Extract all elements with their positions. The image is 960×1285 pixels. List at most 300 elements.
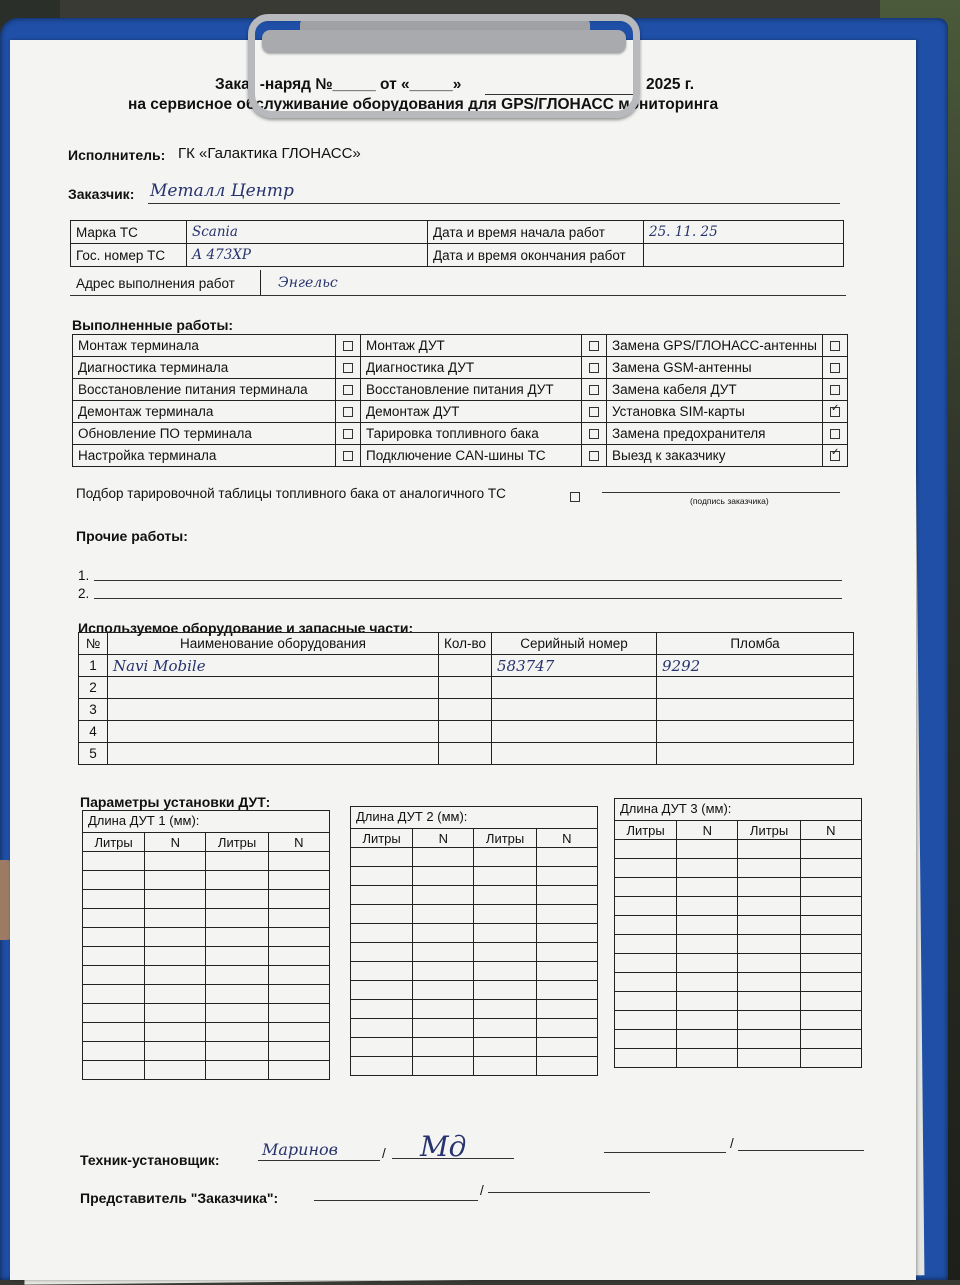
end-label: Дата и время окончания работ (428, 244, 644, 267)
works-title: Выполненные работы: (72, 317, 234, 333)
dut-row (83, 966, 330, 985)
dut-row (615, 973, 862, 992)
dut-cell (206, 985, 268, 1004)
dut-cell (738, 897, 800, 916)
dut-row (615, 897, 862, 916)
dut-cell (677, 973, 738, 992)
dut-header-cell: Литры (206, 833, 268, 852)
equipment-cell-qty (439, 699, 492, 721)
dut-row (351, 1019, 598, 1038)
work-item-checkbox-cell (582, 357, 607, 379)
address-line (70, 295, 846, 296)
dut-cell (800, 840, 861, 859)
dut-cell (206, 947, 268, 966)
dut-cell (615, 1049, 677, 1068)
dut-cell (800, 935, 861, 954)
work-item-checkbox-cell (823, 357, 848, 379)
representative-line-2 (488, 1192, 650, 1193)
dut-row (351, 962, 598, 981)
dut-table-2 (350, 806, 598, 1076)
equipment-cell-serial: 583747 (492, 655, 657, 677)
dut-cell (615, 992, 677, 1011)
dut-cell (268, 1061, 329, 1080)
address-divider (260, 270, 261, 296)
other-work-line-1 (94, 580, 842, 581)
work-item-label: Подключение CAN-шины ТС (361, 445, 582, 467)
dut-header-cell: Литры (474, 829, 536, 848)
end-value (644, 244, 844, 267)
dut-cell (800, 1049, 861, 1068)
extra-line-1 (604, 1152, 726, 1153)
work-item-label: Замена GPS/ГЛОНАСС-антенны (607, 335, 823, 357)
representative-line-1 (314, 1200, 478, 1201)
dut-cell (268, 852, 329, 871)
dut-row (83, 985, 330, 1004)
dut-cell (83, 928, 145, 947)
executor-label: Исполнитель: (68, 147, 166, 163)
other-work-item-2: 2. (78, 586, 90, 601)
dut-cell (206, 871, 268, 890)
dut-cell (738, 878, 800, 897)
customer-label: Заказчик: (68, 186, 135, 202)
work-item-label: Восстановление питания терминала (73, 379, 336, 401)
dut-cell (83, 871, 145, 890)
dut-cell (800, 954, 861, 973)
work-item-checkbox-cell (582, 379, 607, 401)
dut-row (351, 867, 598, 886)
technician-label: Техник-установщик: (80, 1152, 220, 1168)
dut-cell (83, 947, 145, 966)
equipment-cell-serial (492, 743, 657, 765)
dut-row (83, 890, 330, 909)
dut-header-cell: N (536, 829, 597, 848)
equipment-row (79, 699, 854, 721)
dut-cell (738, 935, 800, 954)
dut-row (83, 928, 330, 947)
dut-cell (615, 954, 677, 973)
work-item-label: Замена GSM-антенны (607, 357, 823, 379)
dut-cell (206, 928, 268, 947)
dut-cell (145, 985, 206, 1004)
works-row (73, 445, 848, 467)
dut-cell (474, 981, 536, 1000)
dut-cell (474, 867, 536, 886)
dut-row (615, 878, 862, 897)
dut-cell (800, 878, 861, 897)
dut-row (83, 1042, 330, 1061)
equipment-cell-name: Navi Mobile (108, 655, 439, 677)
dut-row (83, 1023, 330, 1042)
start-value: 25. 11. 25 (644, 221, 844, 244)
plate-label: Гос. номер ТС (71, 244, 187, 267)
dut-cell (738, 954, 800, 973)
dut-cell (536, 981, 597, 1000)
work-item-checkbox[interactable] (343, 341, 353, 351)
dut-cell (800, 992, 861, 1011)
dut-cell (677, 859, 738, 878)
clip-bar (262, 30, 626, 52)
equipment-cell-n: 1 (79, 655, 108, 677)
equipment-cell-seal (657, 743, 854, 765)
dut-row (615, 1011, 862, 1030)
title-line2: на сервисное обслуживание оборудования для GPS/ГЛОНАСС мониторинга (128, 96, 719, 113)
dut-cell (474, 886, 536, 905)
dut-cell (268, 890, 329, 909)
dut-cell (268, 871, 329, 890)
dut-header-cell: N (145, 833, 206, 852)
technician-name: Маринов (262, 1140, 338, 1159)
dut-cell (677, 935, 738, 954)
work-item-label: Демонтаж терминала (73, 401, 336, 423)
work-item-checkbox[interactable] (589, 407, 599, 417)
work-item-label: Обновление ПО терминала (73, 423, 336, 445)
dut-cell (83, 1042, 145, 1061)
dut-cell (351, 943, 413, 962)
work-item-label: Монтаж ДУТ (361, 335, 582, 357)
work-item-checkbox[interactable] (830, 429, 840, 439)
dut-cell (738, 973, 800, 992)
dut-cell (474, 924, 536, 943)
work-item-checkbox-cell (582, 401, 607, 423)
dut-cell (413, 1000, 474, 1019)
work-item-label: Настройка терминала (73, 445, 336, 467)
equipment-cell-qty (439, 721, 492, 743)
dut-cell (474, 1000, 536, 1019)
dut-cell (474, 1038, 536, 1057)
equipment-row (79, 721, 854, 743)
equipment-cell-qty (439, 655, 492, 677)
work-item-checkbox[interactable] (589, 363, 599, 373)
works-row (73, 423, 848, 445)
dut-cell (206, 852, 268, 871)
equipment-cell-seal (657, 699, 854, 721)
work-item-checkbox-cell (336, 357, 361, 379)
dut-cell (615, 897, 677, 916)
slash-1: / (382, 1146, 386, 1161)
dut-row (83, 909, 330, 928)
dut-cell (351, 867, 413, 886)
dut-cell (145, 928, 206, 947)
works-row (73, 335, 848, 357)
dut-cell (145, 1004, 206, 1023)
dut-cell (615, 916, 677, 935)
works-table (72, 334, 848, 467)
dut-header-cell: Литры (738, 821, 800, 840)
dut-row (615, 954, 862, 973)
dut-cell (268, 966, 329, 985)
dut-cell (413, 886, 474, 905)
equipment-cell-qty (439, 743, 492, 765)
title-part-mid: -наряд №_____ от «_____» (259, 76, 462, 93)
work-item-checkbox[interactable] (830, 363, 840, 373)
dut-header-cell: Литры (351, 829, 413, 848)
technician-signature: Мд (420, 1130, 467, 1163)
dut-cell (738, 1030, 800, 1049)
dut-row (351, 1057, 598, 1076)
works-row (73, 379, 848, 401)
dut-cell (413, 905, 474, 924)
work-item-label: Установка SIM-карты (607, 401, 823, 423)
equipment-cell-seal (657, 677, 854, 699)
dut-table-1 (82, 810, 330, 1080)
dut-row (615, 859, 862, 878)
dut-cell (677, 992, 738, 1011)
executor-value: ГК «Галактика ГЛОНАСС» (178, 145, 361, 162)
dut-row (615, 840, 862, 859)
dut-cell (677, 954, 738, 973)
address-value: Энгельс (278, 275, 338, 291)
dut-cell (536, 924, 597, 943)
work-item-checkbox[interactable] (589, 451, 599, 461)
customer-line (148, 203, 840, 204)
dut-cell (738, 916, 800, 935)
dut-cell (83, 966, 145, 985)
dut-row (83, 1004, 330, 1023)
dut-cell (677, 1011, 738, 1030)
equipment-cell-seal: 9292 (657, 655, 854, 677)
dut-row (351, 1000, 598, 1019)
dut-cell (206, 1042, 268, 1061)
dut-header-cell: N (800, 821, 861, 840)
dut-cell (83, 1004, 145, 1023)
work-item-checkbox-cell (823, 379, 848, 401)
equipment-cell-seal (657, 721, 854, 743)
dut-table-3 (614, 798, 862, 1068)
extra-line-2 (738, 1150, 864, 1151)
dut-cell (83, 909, 145, 928)
dut-cell (268, 985, 329, 1004)
work-item-checkbox[interactable] (589, 429, 599, 439)
dut-cell (615, 973, 677, 992)
dut-cell (351, 848, 413, 867)
dut-cell (615, 1030, 677, 1049)
equipment-cell-serial (492, 721, 657, 743)
dut-header-row (83, 833, 330, 852)
dut-cell (738, 840, 800, 859)
dut-cell (536, 1057, 597, 1076)
tank-selection-label: Подбор тарировочной таблицы топливного бака от аналогичного ТС (76, 486, 506, 501)
dut-row (615, 1030, 862, 1049)
dut-cell (474, 848, 536, 867)
dut-cell (536, 848, 597, 867)
dut-cell (145, 966, 206, 985)
equipment-cell-name (108, 721, 439, 743)
work-item-checkbox-cell (336, 445, 361, 467)
dut-cell (268, 909, 329, 928)
equipment-cell-name (108, 743, 439, 765)
work-item-checkbox-cell (823, 401, 848, 423)
dut-cell (800, 859, 861, 878)
work-item-checkbox-cell (336, 423, 361, 445)
dut-cell (474, 1019, 536, 1038)
other-work-line-2 (94, 598, 842, 599)
equipment-cell-serial (492, 677, 657, 699)
works-row (73, 357, 848, 379)
plate-value: А 473ХР (187, 244, 428, 267)
dut-cell (268, 928, 329, 947)
brand-label: Марка ТС (71, 221, 187, 244)
dut-cell (800, 897, 861, 916)
dut-cell (413, 1019, 474, 1038)
dut-cell (145, 871, 206, 890)
dut-cell (413, 962, 474, 981)
work-item-label: Диагностика терминала (73, 357, 336, 379)
dut-cell (206, 1004, 268, 1023)
dut-cell (738, 1011, 800, 1030)
work-item-checkbox[interactable] (343, 363, 353, 373)
equipment-header-cell: № (79, 633, 108, 655)
dut-cell (536, 886, 597, 905)
dut-cell (145, 852, 206, 871)
work-item-label: Замена кабеля ДУТ (607, 379, 823, 401)
slash-3: / (480, 1183, 484, 1198)
dut-header-cell: N (677, 821, 738, 840)
dut-cell (536, 1000, 597, 1019)
dut-row (351, 905, 598, 924)
dut-row (83, 852, 330, 871)
work-item-checkbox-cell (823, 423, 848, 445)
dut-cell (738, 1049, 800, 1068)
tank-selection-checkbox[interactable] (570, 492, 580, 502)
dut-header-cell: N (268, 833, 329, 852)
dut-cell (474, 943, 536, 962)
dut-cell (536, 962, 597, 981)
dut-cell (677, 840, 738, 859)
slash-2: / (730, 1136, 734, 1151)
dut-header-cell: Литры (615, 821, 677, 840)
dut-cell (351, 1057, 413, 1076)
dut-cell (615, 1011, 677, 1030)
brand-value: Scania (187, 221, 428, 244)
dut-cell (145, 909, 206, 928)
dut-cell (738, 992, 800, 1011)
equipment-cell-name (108, 677, 439, 699)
dut-cell (800, 973, 861, 992)
work-item-checkbox-cell (582, 445, 607, 467)
equipment-title: Используемое оборудование и запасные части: (78, 620, 414, 636)
dut-cell (351, 962, 413, 981)
dut-cell (206, 1023, 268, 1042)
work-item-checkbox[interactable] (343, 407, 353, 417)
work-item-label: Замена предохранителя (607, 423, 823, 445)
work-order-sheet (10, 40, 916, 1280)
equipment-header-cell: Наименование оборудования (108, 633, 439, 655)
dut-cell (413, 943, 474, 962)
dut-cell (351, 905, 413, 924)
dut-cell (413, 924, 474, 943)
works-row (73, 401, 848, 423)
start-label: Дата и время начала работ (428, 221, 644, 244)
work-item-checkbox[interactable] (830, 407, 840, 417)
work-item-checkbox[interactable] (343, 451, 353, 461)
dut-cell (677, 1049, 738, 1068)
dut-cell (536, 867, 597, 886)
work-item-checkbox-cell (336, 401, 361, 423)
work-item-checkbox[interactable] (830, 341, 840, 351)
dut-cell (474, 905, 536, 924)
equipment-cell-serial (492, 699, 657, 721)
dut-row (615, 916, 862, 935)
work-item-label: Восстановление питания ДУТ (361, 379, 582, 401)
dut-cell (206, 966, 268, 985)
representative-label: Представитель "Заказчика": (80, 1190, 279, 1206)
technician-name-line (258, 1160, 380, 1161)
dut-cell (83, 985, 145, 1004)
dut-cell (145, 947, 206, 966)
dut-table-title: Длина ДУТ 2 (мм): (350, 806, 598, 828)
work-item-checkbox[interactable] (830, 385, 840, 395)
work-item-checkbox[interactable] (343, 429, 353, 439)
equipment-row (79, 677, 854, 699)
work-item-checkbox-cell (823, 335, 848, 357)
dut-cell (677, 1030, 738, 1049)
customer-value: Металл Центр (150, 181, 294, 201)
dut-cell (413, 848, 474, 867)
dut-row (83, 1061, 330, 1080)
work-item-checkbox[interactable] (589, 385, 599, 395)
dut-cell (800, 916, 861, 935)
equipment-row (79, 743, 854, 765)
work-item-label: Тарировка топливного бака (361, 423, 582, 445)
work-item-checkbox-cell (336, 335, 361, 357)
dut-header-row (615, 821, 862, 840)
technician-sign-line (392, 1158, 514, 1159)
dut-row (83, 947, 330, 966)
work-item-checkbox-cell (823, 445, 848, 467)
dut-cell (83, 1061, 145, 1080)
dut-cell (677, 916, 738, 935)
dut-cell (615, 859, 677, 878)
dut-cell (413, 867, 474, 886)
dut-cell (351, 981, 413, 1000)
equipment-cell-qty (439, 677, 492, 699)
dut-cell (536, 1038, 597, 1057)
dut-cell (206, 890, 268, 909)
dut-cell (615, 840, 677, 859)
dut-cell (351, 924, 413, 943)
work-item-checkbox-cell (582, 335, 607, 357)
dut-row (351, 1038, 598, 1057)
dut-cell (474, 1057, 536, 1076)
equipment-table (78, 632, 854, 765)
dut-cell (145, 1023, 206, 1042)
dut-cell (413, 1038, 474, 1057)
other-works-title: Прочие работы: (76, 528, 188, 544)
dut-cell (615, 878, 677, 897)
work-item-checkbox[interactable] (830, 451, 840, 461)
signature-caption: (подпись заказчика) (690, 496, 769, 506)
dut-row (351, 924, 598, 943)
dut-cell (536, 943, 597, 962)
dut-table-title: Длина ДУТ 3 (мм): (614, 798, 862, 820)
dut-cell (677, 897, 738, 916)
dut-row (615, 992, 862, 1011)
dut-cell (536, 905, 597, 924)
dut-row (83, 871, 330, 890)
dut-cell (536, 1019, 597, 1038)
dut-cell (800, 1011, 861, 1030)
work-item-checkbox[interactable] (343, 385, 353, 395)
work-item-checkbox-cell (582, 423, 607, 445)
dut-cell (206, 1061, 268, 1080)
dut-cell (474, 962, 536, 981)
dut-cell (268, 1004, 329, 1023)
equipment-cell-n: 5 (79, 743, 108, 765)
dut-row (615, 1049, 862, 1068)
work-item-checkbox[interactable] (589, 341, 599, 351)
title-part-left: Зака (215, 76, 250, 93)
equipment-header-cell: Кол-во (439, 633, 492, 655)
